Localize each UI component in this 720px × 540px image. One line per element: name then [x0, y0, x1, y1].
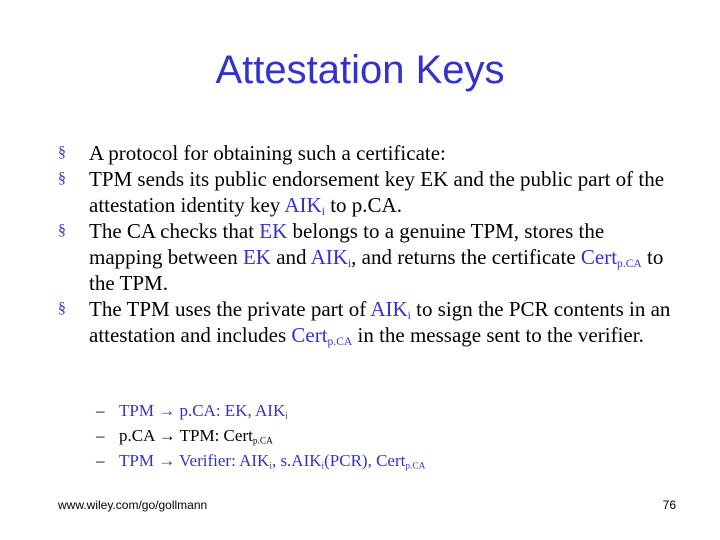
- highlight-term: AIK: [284, 193, 322, 217]
- subscript: i: [269, 461, 272, 472]
- bullet-item: [58, 296, 678, 348]
- dash-marker: –: [96, 401, 105, 420]
- subscript: i: [285, 411, 288, 422]
- bullet-text: , and returns the certificate: [351, 245, 581, 269]
- sub-text: , s.AIK: [271, 451, 322, 470]
- bullet-text: A protocol for obtaining such a certificate:: [89, 141, 446, 165]
- slide-title: Attestation Keys: [215, 48, 505, 92]
- arrow-icon: →: [158, 401, 176, 420]
- bullet-item: [58, 140, 678, 166]
- bullet-text: belongs to a genuine TPM, stores the mapping between: [89, 219, 605, 269]
- dash-marker: –: [96, 451, 105, 470]
- bullet-item: [58, 218, 678, 296]
- square-bullet-icon: §: [58, 170, 66, 187]
- bullet-text: to sign the PCR contents in an attestation and includes: [89, 297, 671, 347]
- highlight-term: Cert: [580, 245, 618, 269]
- subscript: i: [347, 257, 352, 270]
- sub-item: [96, 448, 656, 473]
- subscript: p.CA: [252, 436, 273, 447]
- sub-text: Verifier: AIK: [175, 451, 270, 470]
- square-bullet-icon: §: [58, 222, 66, 239]
- bullet-text: TPM sends its public endorsement key EK and the public part of the attestation identity key: [89, 167, 665, 217]
- subscript: i: [321, 461, 325, 472]
- sub-text: p.CA: EK, AIK: [175, 401, 286, 420]
- bullet-text: in the message sent to the verifier.: [352, 323, 644, 347]
- bullet-item: [58, 166, 678, 218]
- arrow-icon: →: [158, 426, 176, 445]
- sub-item: [96, 398, 656, 423]
- bullet-text: to p.CA.: [324, 193, 402, 217]
- bullet-list: [58, 140, 678, 348]
- sub-text: (PCR), Cert: [324, 451, 406, 470]
- highlight-term: EK: [242, 245, 271, 269]
- highlight-term: AIK: [370, 297, 408, 321]
- bullet-text: The TPM uses the private part of: [89, 297, 371, 321]
- subscript: i: [407, 309, 411, 322]
- sub-text: TPM: Cert: [175, 426, 253, 445]
- bullet-text: to the TPM.: [89, 245, 664, 295]
- highlight-term: Cert: [291, 323, 328, 347]
- highlight-term: EK: [259, 219, 288, 243]
- subscript: p.CA: [617, 257, 642, 270]
- highlight-term: AIK: [310, 245, 348, 269]
- bullet-text: and: [270, 245, 311, 269]
- sub-text: TPM: [119, 451, 159, 470]
- square-bullet-icon: §: [58, 300, 66, 317]
- sub-text: p.CA: [119, 426, 159, 445]
- subscript: p.CA: [327, 335, 353, 348]
- subscript: i: [321, 205, 325, 218]
- arrow-icon: →: [158, 451, 176, 470]
- square-bullet-icon: §: [58, 144, 66, 161]
- subscript: p.CA: [405, 461, 426, 472]
- sub-item: [96, 423, 656, 448]
- footer-url: www.wiley.com/go/gollmann: [58, 498, 208, 512]
- bullet-text: The CA checks that: [89, 219, 260, 243]
- sub-text: TPM: [119, 401, 159, 420]
- page-number: 76: [662, 498, 676, 512]
- sub-list: [96, 398, 656, 473]
- dash-marker: –: [96, 426, 105, 445]
